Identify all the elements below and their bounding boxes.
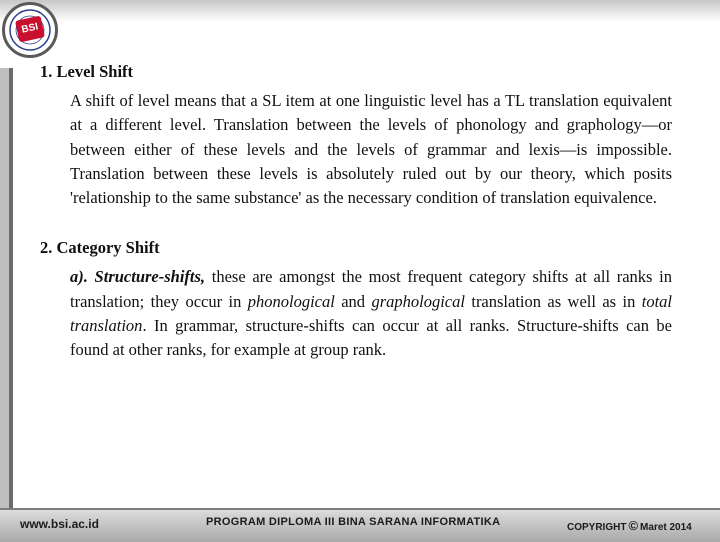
- footer-band: [0, 508, 720, 542]
- logo-mark: BSI: [15, 16, 45, 43]
- left-accent-bar: [0, 68, 9, 508]
- footer-program: PROGRAM DIPLOMA III BINA SARANA INFORMATIKA: [206, 516, 501, 528]
- section-heading-category-shift: 2. Category Shift: [40, 238, 160, 258]
- structure-shifts-label: a). Structure-shifts,: [70, 267, 206, 287]
- copyright-date: Maret 2014: [640, 522, 692, 533]
- section-gap: [40, 210, 672, 236]
- text-segment: and: [334, 291, 372, 311]
- copyright-label: COPYRIGHT: [567, 522, 627, 533]
- footer-url[interactable]: www.bsi.ac.id: [20, 517, 99, 531]
- section-heading-level-shift: 1. Level Shift: [40, 62, 134, 81]
- header-band: [0, 0, 720, 22]
- bsi-logo: [2, 2, 58, 58]
- category-shift-paragraph: [70, 265, 672, 362]
- emphasis-total-translation: total translation: [70, 291, 673, 335]
- copyright-symbol: ©: [628, 518, 639, 533]
- level-shift-paragraph: A shift of level means that a SL item at one linguistic level has a TL translation equivalent at a different level. Translation between the levels of phonology and graphology—or between either of these levels and the levels of grammar and lexis—is impossible. Translation between these levels is absolutely ruled out by our theory, which posits 'relationship to the same substance' as the necessary condition of translation equivalence.: [70, 91, 672, 208]
- footer-copyright: [567, 518, 692, 533]
- left-accent-bar-dark: [9, 68, 13, 508]
- emphasis-graphological: graphological: [371, 291, 465, 311]
- text-segment: translation as well as in: [464, 291, 642, 311]
- text-segment: . In grammar, structure-shifts can occur at all ranks. Structure-shifts can be found at other ranks, for example at group rank.: [70, 315, 672, 360]
- slide-content: [40, 60, 672, 362]
- emphasis-phonological: phonological: [247, 291, 335, 311]
- text-segment: these are amongst the most frequent category shifts at all ranks in translation; they occur in: [70, 267, 672, 311]
